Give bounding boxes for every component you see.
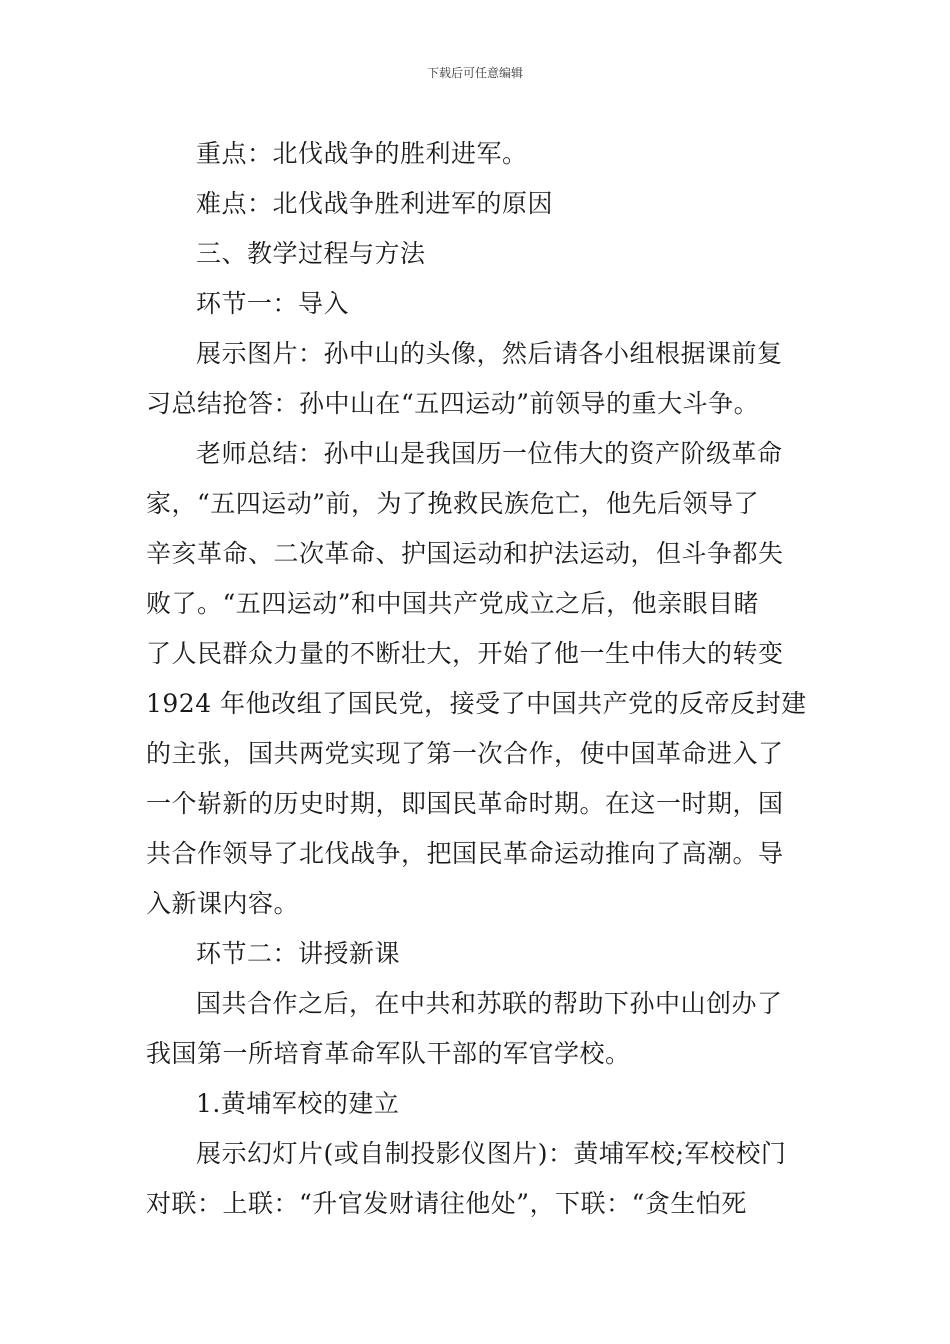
paragraph-line: 共合作领导了北伐战争，把国民革命运动推向了高潮。导 [146,839,784,868]
paragraph-line: 我国第一所培育革命军队干部的军官学校。 [146,1039,631,1068]
paragraph-line: 败了。“五四运动”和中国共产党成立之后，他亲眼目睹 [146,589,760,618]
paragraph-line: 一个崭新的历史时期，即国民革命时期。在这一时期，国 [146,789,784,818]
paragraph-line: 老师总结：孙中山是我国历一位伟大的资产阶级革命 [196,439,783,468]
paragraph-line: 展示幻灯片(或自制投影仪图片)：黄埔军校;军校校门 [196,1139,787,1168]
paragraph-line: 展示图片：孙中山的头像，然后请各小组根据课前复 [196,339,783,368]
cooperation-paragraph [146,979,816,1079]
paragraph-line: 了人民群众力量的不断壮大，开始了他一生中伟大的转变 [146,639,784,668]
slide-paragraph [146,1129,816,1229]
teacher-summary-paragraph [146,429,816,929]
page-header-note: 下载后可任意编辑 [426,66,523,80]
show-image-paragraph [146,329,816,429]
paragraph-line: 家，“五四运动”前，为了挽救民族危亡，他先后领导了 [146,489,760,518]
step-one-heading: 环节一：导入 [196,289,350,318]
paragraph-line: 的主张，国共两党实现了第一次合作，使中国革命进入了 [146,739,784,768]
document-body [146,129,816,1229]
key-point: 重点：北伐战争的胜利进军。 [196,139,528,168]
subheading-whampoa: 1.黄埔军校的建立 [196,1089,400,1118]
step-two-heading: 环节二：讲授新课 [196,939,401,968]
paragraph-line: 1924 年他改组了国民党，接受了中国共产党的反帝反封建 [146,689,807,718]
section-heading: 三、教学过程与方法 [196,239,426,268]
difficult-point: 难点：北伐战争胜利进军的原因 [196,189,554,218]
paragraph-line: 辛亥革命、二次革命、护国运动和护法运动，但斗争都失 [146,539,784,568]
paragraph-line: 习总结抢答：孙中山在“五四运动”前领导的重大斗争。 [146,389,760,418]
paragraph-line: 对联：上联：“升官发财请往他处”，下联：“贪生怕死 [146,1189,747,1218]
paragraph-line: 入新课内容。 [146,889,300,918]
paragraph-line: 国共合作之后，在中共和苏联的帮助下孙中山创办了 [196,989,783,1018]
